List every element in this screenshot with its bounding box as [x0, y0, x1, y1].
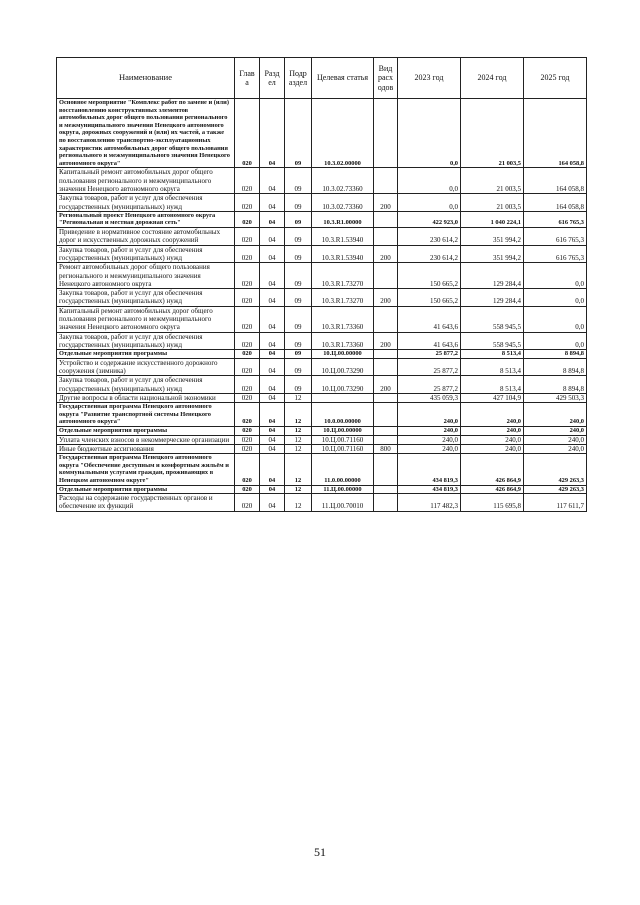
cell-target: 10.3.R1.00000	[312, 211, 374, 227]
cell-name: Ремонт автомобильных дорог общего пользования регионального и межмуниципального значения Ненецкого автономного округа	[57, 263, 235, 289]
page-number: 51	[314, 845, 326, 859]
cell-expense-type	[374, 168, 398, 194]
cell-2025: 0,0	[524, 263, 587, 289]
cell-expense-type	[374, 358, 398, 376]
cell-2023: 41 643,6	[398, 306, 461, 332]
cell-2023: 240,0	[398, 427, 461, 436]
cell-2023: 25 877,2	[398, 350, 461, 359]
cell-expense-type	[374, 350, 398, 359]
cell-2025: 164 058,8	[524, 99, 587, 168]
cell-razdel: 04	[260, 444, 285, 453]
table-header-row	[57, 58, 587, 99]
cell-expense-type	[374, 403, 398, 427]
header-razdel: Разд ел	[260, 58, 285, 99]
cell-2024: 8 513,4	[461, 358, 524, 376]
cell-expense-type	[374, 99, 398, 168]
cell-razdel: 04	[260, 427, 285, 436]
cell-razdel: 04	[260, 350, 285, 359]
cell-razdel: 04	[260, 263, 285, 289]
cell-target: 10.3.02.73360	[312, 168, 374, 194]
table-row	[57, 350, 587, 359]
cell-razdel: 04	[260, 485, 285, 494]
table-body	[57, 99, 587, 512]
cell-podrazdel: 09	[285, 263, 312, 289]
cell-glava: 020	[235, 211, 260, 227]
cell-target: 10.Ц.00.71160	[312, 444, 374, 453]
cell-expense-type: 200	[374, 194, 398, 212]
cell-2024: 1 040 224,1	[461, 211, 524, 227]
cell-podrazdel: 09	[285, 228, 312, 246]
cell-2023: 230 614,2	[398, 228, 461, 246]
cell-expense-type: 200	[374, 332, 398, 350]
cell-2023: 240,0	[398, 435, 461, 444]
cell-glava: 020	[235, 228, 260, 246]
header-2024: 2024 год	[461, 58, 524, 99]
cell-2025: 8 894,8	[524, 358, 587, 376]
cell-2024: 8 513,4	[461, 376, 524, 394]
cell-2023: 0,0	[398, 168, 461, 194]
cell-2025: 117 611,7	[524, 494, 587, 512]
cell-podrazdel: 12	[285, 485, 312, 494]
cell-name: Закупка товаров, работ и услуг для обеспечения государственных (муниципальных) нужд	[57, 245, 235, 263]
cell-podrazdel: 09	[285, 350, 312, 359]
cell-glava: 020	[235, 427, 260, 436]
cell-2023: 25 877,2	[398, 358, 461, 376]
cell-2025: 429 263,3	[524, 485, 587, 494]
cell-podrazdel: 09	[285, 99, 312, 168]
cell-name: Закупка товаров, работ и услуг для обеспечения государственных (муниципальных) нужд	[57, 332, 235, 350]
cell-glava: 020	[235, 332, 260, 350]
cell-2025: 240,0	[524, 444, 587, 453]
table-row	[57, 332, 587, 350]
cell-2025: 616 765,3	[524, 228, 587, 246]
cell-glava: 020	[235, 168, 260, 194]
table-row	[57, 435, 587, 444]
cell-glava: 020	[235, 435, 260, 444]
cell-podrazdel: 09	[285, 306, 312, 332]
cell-glava: 020	[235, 444, 260, 453]
cell-target: 11.Ц.00.00000	[312, 485, 374, 494]
cell-name: Основное мероприятие "Комплекс работ по замене и (или) восстановлению конструктивных элементов автомобильных дорог общего пользования регионального и межмуниципального значения Ненецкого автономного округа, дорожных сооружений и (или) их частей, а также по восстановлению транспортно-эксплуатационных характеристик автомобильных дорог общего пользования регионального и межмуниципального значения Ненецкого автономного округа"	[57, 99, 235, 168]
table-row	[57, 245, 587, 263]
cell-expense-type	[374, 211, 398, 227]
cell-name: Расходы на содержание государственных органов и обеспечение их функций	[57, 494, 235, 512]
cell-expense-type: 200	[374, 376, 398, 394]
cell-expense-type: 800	[374, 444, 398, 453]
header-podrazdel: Подр аздел	[285, 58, 312, 99]
table-row	[57, 376, 587, 394]
cell-razdel: 04	[260, 376, 285, 394]
cell-2024: 351 994,2	[461, 245, 524, 263]
cell-2023: 435 059,3	[398, 393, 461, 402]
cell-2024: 129 284,4	[461, 289, 524, 307]
cell-target: 10.3.02.00000	[312, 99, 374, 168]
cell-podrazdel: 09	[285, 245, 312, 263]
cell-target: 10.3.R1.73270	[312, 263, 374, 289]
cell-podrazdel: 09	[285, 211, 312, 227]
cell-2025: 616 765,3	[524, 211, 587, 227]
cell-2025: 429 503,3	[524, 393, 587, 402]
cell-target: 11.Ц.00.70010	[312, 494, 374, 512]
cell-razdel: 04	[260, 228, 285, 246]
cell-razdel: 04	[260, 435, 285, 444]
cell-2024: 21 003,5	[461, 194, 524, 212]
cell-razdel: 04	[260, 358, 285, 376]
cell-razdel: 04	[260, 289, 285, 307]
cell-2024: 426 864,9	[461, 454, 524, 485]
cell-razdel: 04	[260, 393, 285, 402]
cell-expense-type	[374, 494, 398, 512]
table-row	[57, 494, 587, 512]
cell-target: 10.3.R1.73360	[312, 332, 374, 350]
table-row	[57, 358, 587, 376]
table-row	[57, 485, 587, 494]
cell-razdel: 04	[260, 211, 285, 227]
cell-podrazdel: 09	[285, 376, 312, 394]
cell-razdel: 04	[260, 168, 285, 194]
cell-name: Закупка товаров, работ и услуг для обеспечения государственных (муниципальных) нужд	[57, 376, 235, 394]
cell-2025: 8 894,8	[524, 376, 587, 394]
cell-2024: 8 513,4	[461, 350, 524, 359]
table-row	[57, 427, 587, 436]
cell-podrazdel: 09	[285, 332, 312, 350]
cell-target: 10.Ц.00.71160	[312, 435, 374, 444]
header-glava: Глав а	[235, 58, 260, 99]
cell-2025: 8 894,8	[524, 350, 587, 359]
cell-name: Другие вопросы в области национальной экономики	[57, 393, 235, 402]
cell-name: Иные бюджетные ассигнования	[57, 444, 235, 453]
cell-name: Региональный проект Ненецкого автономного округа "Региональная и местная дорожная сеть"	[57, 211, 235, 227]
cell-glava: 020	[235, 393, 260, 402]
cell-razdel: 04	[260, 403, 285, 427]
cell-expense-type	[374, 306, 398, 332]
cell-2024: 21 003,5	[461, 168, 524, 194]
cell-2024: 558 945,5	[461, 332, 524, 350]
cell-2024: 351 994,2	[461, 228, 524, 246]
cell-target: 10.Ц.00.00000	[312, 350, 374, 359]
header-target: Целевая статья	[312, 58, 374, 99]
cell-glava: 020	[235, 263, 260, 289]
cell-glava: 020	[235, 494, 260, 512]
cell-2024: 240,0	[461, 403, 524, 427]
cell-name: Уплата членских взносов в некоммерческие организации	[57, 435, 235, 444]
cell-2025: 240,0	[524, 435, 587, 444]
cell-razdel: 04	[260, 194, 285, 212]
cell-2023: 117 482,3	[398, 494, 461, 512]
cell-glava: 020	[235, 194, 260, 212]
cell-2023: 25 877,2	[398, 376, 461, 394]
cell-razdel: 04	[260, 494, 285, 512]
cell-podrazdel: 09	[285, 194, 312, 212]
header-expense-type: Вид расх одов	[374, 58, 398, 99]
cell-expense-type: 200	[374, 289, 398, 307]
cell-podrazdel: 12	[285, 444, 312, 453]
cell-glava: 020	[235, 99, 260, 168]
cell-2024: 240,0	[461, 435, 524, 444]
cell-2025: 164 058,8	[524, 168, 587, 194]
table-row	[57, 306, 587, 332]
cell-podrazdel: 09	[285, 289, 312, 307]
cell-glava: 020	[235, 306, 260, 332]
cell-target: 10.3.02.73360	[312, 194, 374, 212]
cell-expense-type	[374, 393, 398, 402]
cell-2023: 422 923,0	[398, 211, 461, 227]
cell-expense-type	[374, 485, 398, 494]
cell-podrazdel: 09	[285, 168, 312, 194]
cell-razdel: 04	[260, 454, 285, 485]
cell-expense-type	[374, 435, 398, 444]
header-2025: 2025 год	[524, 58, 587, 99]
cell-target: 10.3.R1.73360	[312, 306, 374, 332]
cell-2024: 426 864,9	[461, 485, 524, 494]
cell-2025: 0,0	[524, 306, 587, 332]
cell-podrazdel: 12	[285, 403, 312, 427]
cell-razdel: 04	[260, 306, 285, 332]
table-row	[57, 99, 587, 168]
cell-name: Закупка товаров, работ и услуг для обеспечения государственных (муниципальных) нужд	[57, 289, 235, 307]
header-name: Наименование	[57, 58, 235, 99]
cell-2023: 434 819,3	[398, 485, 461, 494]
cell-podrazdel: 12	[285, 454, 312, 485]
cell-expense-type	[374, 454, 398, 485]
cell-podrazdel: 12	[285, 427, 312, 436]
budget-table	[56, 57, 587, 512]
cell-name: Государственная программа Ненецкого автономного округа "Развитие транспортной системы Ненецкого автономного округа"	[57, 403, 235, 427]
table-row	[57, 168, 587, 194]
cell-2025: 164 058,8	[524, 194, 587, 212]
cell-2024: 558 945,5	[461, 306, 524, 332]
cell-razdel: 04	[260, 332, 285, 350]
cell-glava: 020	[235, 485, 260, 494]
cell-razdel: 04	[260, 99, 285, 168]
cell-podrazdel: 12	[285, 393, 312, 402]
cell-expense-type	[374, 228, 398, 246]
cell-target: 10.0.00.00000	[312, 403, 374, 427]
table-row	[57, 194, 587, 212]
cell-name: Приведение в нормативное состояние автомобильных дорог и искусственных дорожных сооружений	[57, 228, 235, 246]
table-row	[57, 211, 587, 227]
cell-podrazdel: 12	[285, 494, 312, 512]
table-row	[57, 263, 587, 289]
cell-2025: 429 263,3	[524, 454, 587, 485]
cell-2024: 427 104,9	[461, 393, 524, 402]
cell-name: Закупка товаров, работ и услуг для обеспечения государственных (муниципальных) нужд	[57, 194, 235, 212]
table-row	[57, 228, 587, 246]
cell-2024: 115 695,8	[461, 494, 524, 512]
cell-target: 10.3.R1.53940	[312, 245, 374, 263]
cell-glava: 020	[235, 376, 260, 394]
cell-glava: 020	[235, 403, 260, 427]
table-row	[57, 289, 587, 307]
cell-name: Отдельные мероприятия программы	[57, 485, 235, 494]
cell-target: 10.3.R1.73270	[312, 289, 374, 307]
cell-2025: 0,0	[524, 289, 587, 307]
cell-target: 11.0.00.00000	[312, 454, 374, 485]
cell-razdel: 04	[260, 245, 285, 263]
cell-target: 10.Ц.00.73290	[312, 376, 374, 394]
cell-2025: 0,0	[524, 332, 587, 350]
cell-name: Устройство и содержание искусственного дорожного сооружения (зимника)	[57, 358, 235, 376]
cell-2023: 41 643,6	[398, 332, 461, 350]
cell-expense-type	[374, 427, 398, 436]
table-row	[57, 454, 587, 485]
cell-2023: 240,0	[398, 444, 461, 453]
cell-2024: 129 284,4	[461, 263, 524, 289]
cell-glava: 020	[235, 454, 260, 485]
cell-target: 10.Ц.00.00000	[312, 427, 374, 436]
cell-target: 10.3.R1.53940	[312, 228, 374, 246]
cell-2023: 150 665,2	[398, 263, 461, 289]
cell-2025: 240,0	[524, 403, 587, 427]
cell-2024: 240,0	[461, 444, 524, 453]
cell-2023: 240,0	[398, 403, 461, 427]
cell-glava: 020	[235, 358, 260, 376]
table-row	[57, 403, 587, 427]
header-2023: 2023 год	[398, 58, 461, 99]
cell-glava: 020	[235, 350, 260, 359]
cell-name: Капитальный ремонт автомобильных дорог общего пользования регионального и межмуниципального значения Ненецкого автономного округа	[57, 306, 235, 332]
cell-name: Государственная программа Ненецкого автономного округа "Обеспечение доступным и комфортным жильём и коммунальными услугами граждан, проживающих в Ненецком автономном округе"	[57, 454, 235, 485]
cell-podrazdel: 12	[285, 435, 312, 444]
cell-2023: 150 665,2	[398, 289, 461, 307]
cell-expense-type	[374, 263, 398, 289]
cell-2023: 230 614,2	[398, 245, 461, 263]
table-row	[57, 444, 587, 453]
cell-name: Отдельные мероприятия программы	[57, 350, 235, 359]
cell-2025: 616 765,3	[524, 245, 587, 263]
cell-glava: 020	[235, 289, 260, 307]
cell-expense-type: 200	[374, 245, 398, 263]
cell-target	[312, 393, 374, 402]
cell-2023: 434 819,3	[398, 454, 461, 485]
cell-glava: 020	[235, 245, 260, 263]
cell-podrazdel: 09	[285, 358, 312, 376]
cell-name: Капитальный ремонт автомобильных дорог общего пользования регионального и межмуниципального значения Ненецкого автономного округа	[57, 168, 235, 194]
cell-name: Отдельные мероприятия программы	[57, 427, 235, 436]
cell-2023: 0,0	[398, 194, 461, 212]
table-row	[57, 393, 587, 402]
cell-2025: 240,0	[524, 427, 587, 436]
cell-2024: 240,0	[461, 427, 524, 436]
cell-2023: 0,0	[398, 99, 461, 168]
cell-target: 10.Ц.00.73290	[312, 358, 374, 376]
cell-2024: 21 003,5	[461, 99, 524, 168]
